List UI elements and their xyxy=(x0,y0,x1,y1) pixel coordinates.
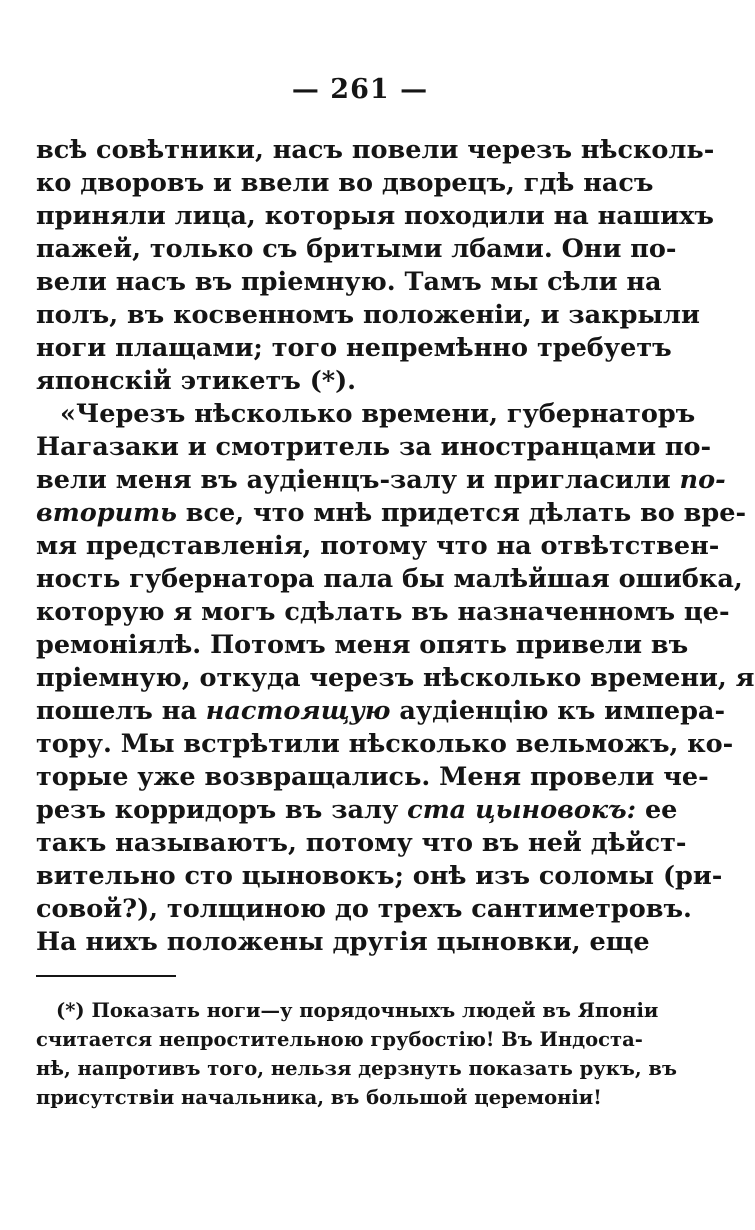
text-line xyxy=(36,431,712,464)
footnote-line xyxy=(36,1054,677,1083)
text-line xyxy=(36,464,726,497)
text-line xyxy=(36,200,714,233)
body-text xyxy=(36,134,755,959)
text-run: полъ, въ косвенномъ положеніи, и закрыли xyxy=(36,300,700,330)
text-line xyxy=(36,761,709,794)
footnote-line xyxy=(36,1083,616,1112)
italic-text: вторить xyxy=(36,498,177,528)
text-run: нѣ, напротивъ того, нельзя дерзнуть показать рукъ, въ xyxy=(36,1057,677,1080)
text-run: аудіенцію къ импера- xyxy=(390,696,726,726)
text-run: ее xyxy=(636,795,678,825)
footnote-line xyxy=(36,1025,643,1054)
text-line xyxy=(36,860,723,893)
text-line xyxy=(36,530,720,563)
footnote-separator xyxy=(36,975,176,977)
text-line xyxy=(36,695,726,728)
text-run: тору. Мы встрѣтили нѣсколько вельможъ, ко- xyxy=(36,729,734,759)
text-line xyxy=(36,233,677,266)
italic-text: настоящую xyxy=(205,696,391,726)
text-line xyxy=(36,794,678,827)
text-line xyxy=(36,134,715,167)
text-run: совой?), толщиною до трехъ сантиметровъ. xyxy=(36,894,692,924)
text-run: пріемную, откуда черезъ нѣсколько времени, я xyxy=(36,663,755,693)
text-line xyxy=(36,662,755,695)
text-line xyxy=(36,266,662,299)
italic-text: ста цыновокъ: xyxy=(407,795,637,825)
text-run: ремоніялѣ. Потомъ меня опять привели въ xyxy=(36,630,689,660)
text-run: такъ называютъ, потому что въ ней дѣйст- xyxy=(36,828,687,858)
text-run: вели меня въ аудіенцъ-залу и пригласили xyxy=(36,465,680,495)
text-run: считается непростительною грубостію! Въ Индоста- xyxy=(36,1028,643,1051)
text-run: мя представленія, потому что на отвѣтствен- xyxy=(36,531,720,561)
italic-text: по- xyxy=(679,465,726,495)
text-run: «Черезъ нѣсколько времени, губернаторъ xyxy=(60,399,696,429)
text-run: ноги плащами; того непремѣнно требуетъ xyxy=(36,333,672,363)
text-run: присутствіи начальника, въ большой церемоніи! xyxy=(36,1086,602,1109)
text-run: вительно сто цыновокъ; онѣ изъ соломы (ри- xyxy=(36,861,723,891)
text-run: резъ корридоръ въ залу xyxy=(36,795,408,825)
text-run: которую я могъ сдѣлать въ назначенномъ це- xyxy=(36,597,730,627)
text-line xyxy=(36,167,654,200)
text-line xyxy=(36,365,616,398)
text-line xyxy=(36,398,696,431)
text-line xyxy=(36,728,734,761)
text-line xyxy=(36,629,689,662)
text-line xyxy=(36,827,687,860)
text-line xyxy=(36,926,650,959)
text-run: все, что мнѣ придется дѣлать во вре- xyxy=(176,498,747,528)
text-run: пошелъ на xyxy=(36,696,206,726)
text-line xyxy=(36,299,700,332)
text-line xyxy=(36,596,730,629)
text-line xyxy=(36,332,672,365)
text-run: вели насъ въ пріемную. Тамъ мы сѣли на xyxy=(36,267,662,297)
text-run: торые уже возвращались. Меня провели че- xyxy=(36,762,709,792)
page-number: — 261 — xyxy=(291,74,429,105)
footnote xyxy=(36,996,677,1112)
text-run: На нихъ положены другія цыновки, еще xyxy=(36,927,650,957)
text-line xyxy=(36,563,743,596)
text-run: японскій этикетъ (*). xyxy=(36,366,357,396)
text-run: ко дворовъ и ввели во дворецъ, гдѣ насъ xyxy=(36,168,654,198)
text-run: (*) Показать ноги—у порядочныхъ людей въ Японіи xyxy=(56,999,659,1022)
text-run: ность губернатора пала бы малѣйшая ошибка, xyxy=(36,564,743,594)
text-run: пажей, только съ бритыми лбами. Они по- xyxy=(36,234,677,264)
footnote-line xyxy=(36,996,659,1025)
text-run: приняли лица, которыя походили на нашихъ xyxy=(36,201,714,231)
text-run: Нагазаки и смотритель за иностранцами по- xyxy=(36,432,712,462)
text-line xyxy=(36,893,692,926)
text-run: всѣ совѣтники, насъ повели черезъ нѣсколь- xyxy=(36,135,715,165)
text-line xyxy=(36,497,747,530)
